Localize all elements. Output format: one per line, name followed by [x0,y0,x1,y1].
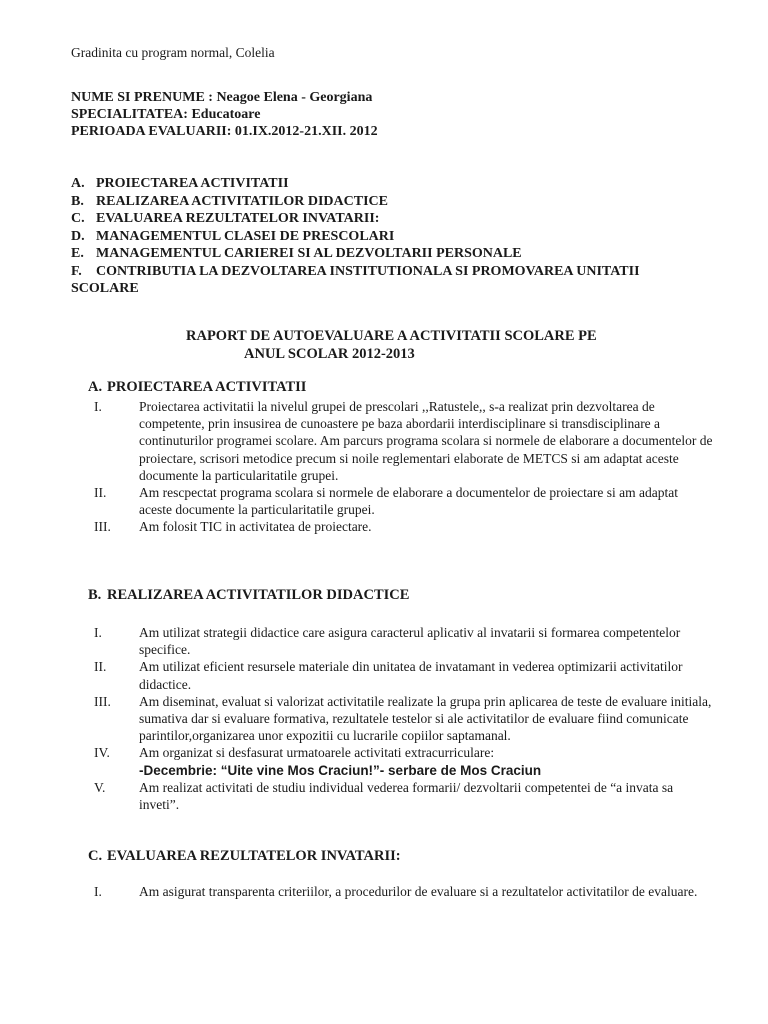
toc-item: E. MANAGEMENTUL CARIEREI SI AL DEZVOLTARII PERSONALE [71,246,522,261]
toc-item: B. REALIZAREA ACTIVITATILOR DIDACTICE [71,193,388,209]
list-item: II. Am utilizat eficient resursele materiale din unitatea de invatamant in vederea optimizarii activitatilor didactice. [94,659,683,692]
list-item: I. Am asigurat transparenta criteriilor, a procedurilor de evaluare si a rezultatelor activitatilor de evaluare. [94,884,698,899]
list-item: V. Am realizat activitati de studiu individual vederea formarii/ dezvoltarii competentei de “a invata sa inveti”. [94,779,674,813]
list-item: III. Am folosit TIC in activitatea de proiectare. [94,519,372,535]
specialty-field: SPECIALITATEA: Educatoare [71,107,261,122]
section-c-heading: C. EVALUAREA REZULTATELOR INVATARII: [88,848,401,864]
report-title-line2: ANUL SCOLAR 2012-2013 [244,346,415,362]
section-a-heading: A. PROIECTAREA ACTIVITATII [88,379,307,395]
section-b-list [94,624,714,813]
section-c-list [94,883,714,900]
institution-name: Gradinita cu program normal, Colelia [71,45,275,60]
toc-continuation: SCOLARE [71,281,139,296]
list-item: I. Proiectarea activitatii la nivelul grupei de prescolari ,,Ratustele,, s-a realizat prin dezvoltarea de competente, prin insusirea de cunoastere pe baza abordarii interdisciplinare si transdisciplinare a continuturilor programei scolare. Am parcurs programa scolara si normele de elaborare a documentelor de proiectare, scrisori metodice precum si noile reglementari elaborate de METCS si am adaptat aceste documente la particularitatile grupei. [94,399,713,483]
name-field: NUME SI PRENUME : Neagoe Elena - Georgiana [71,90,373,105]
list-item: I. Am utilizat strategii didactice care asigura caracterul aplicativ al invatarii si formarea competentelor specifice. [94,625,681,658]
list-item: III. Am diseminat, evaluat si valorizat activitatile realizate la grupa prin aplicarea de teste de evaluare initiala, sumativa dar si evaluare formativa, rezultatele testelor si ale activitatilor de evaluare fiind comunicate parintilor,organizarea unor expozitii cu lucrarile copiilor saptamanal. [94,693,712,744]
list-item: II. Am rescpectat programa scolara si normele de elaborare a documentelor de proiectare si am adaptat aceste documente la particularitatile grupei. [94,485,678,518]
list-item: IV. Am organizat si desfasurat urmatoarele activitati extracurriculare: -Decembrie: “Uite vine Mos Craciun!”- serbare de Mos Craciun [94,745,542,778]
extracurricular-event: -Decembrie: “Uite vine Mos Craciun!”- serbare de Mos Craciun [139,762,542,778]
toc-item: D. MANAGEMENTUL CLASEI DE PRESCOLARI [71,228,395,244]
report-title-line1: RAPORT DE AUTOEVALUARE A ACTIVITATII SCOLARE PE [186,328,597,344]
section-a-list [94,398,714,536]
toc-item: C. EVALUAREA REZULTATELOR INVATARII: [71,211,380,226]
toc-item: A. PROIECTAREA ACTIVITATII [71,176,289,191]
period-field: PERIOADA EVALUARII: 01.IX.2012-21.XII. 2012 [71,124,378,139]
contents-list [71,175,711,298]
toc-item: F. CONTRIBUTIA LA DEZVOLTAREA INSTITUTIONALA SI PROMOVAREA UNITATII [71,263,640,279]
section-b-heading: B. REALIZAREA ACTIVITATILOR DIDACTICE [88,587,410,603]
